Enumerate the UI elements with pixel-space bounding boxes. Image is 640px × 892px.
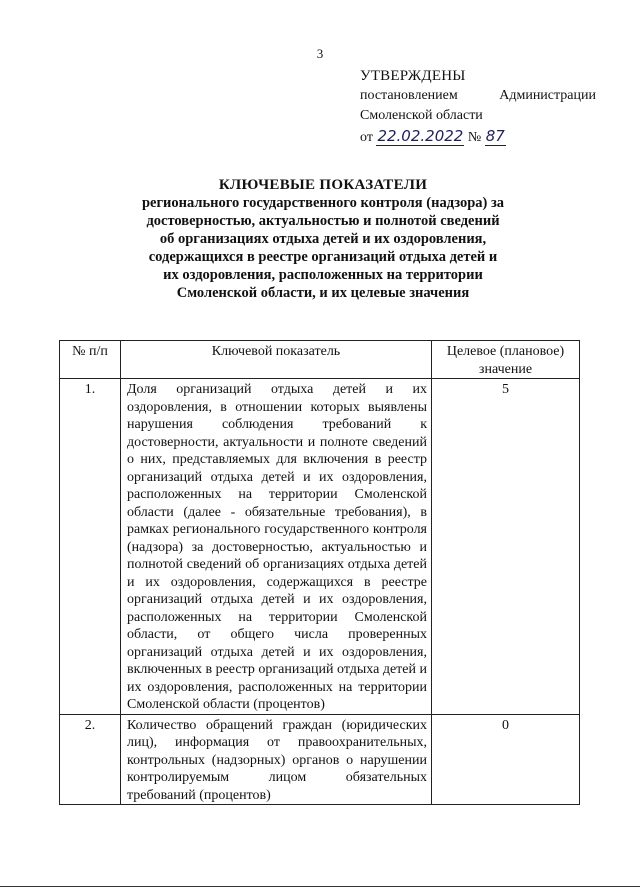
approval-region: Смоленской области [360, 108, 483, 123]
table-header-row [60, 341, 580, 379]
document-title [140, 176, 506, 302]
handwritten-date: 22.02.2022 [377, 127, 464, 145]
header-indicator: Ключевой показатель [121, 341, 432, 379]
row-number: 2. [60, 714, 121, 805]
approval-date-prefix: от [360, 130, 373, 145]
approval-number-prefix: № [467, 130, 482, 145]
title-main: КЛЮЧЕВЫЕ ПОКАЗАТЕЛИ [218, 177, 428, 193]
table-row [60, 714, 580, 805]
approval-title: УТВЕРЖДЕНЫ [360, 68, 466, 84]
table-row [60, 379, 580, 715]
title-subtitle: регионального государственного контроля (надзора) за достоверностью, актуальностью и полнотой сведений об организациях отдыха детей и их оздоровления, содержащихся в реестре организаций отдыха детей и их оздоровления, расположенных на территории Смоленской области, и их целевые значения [141, 195, 505, 301]
approval-administration-word: Администрации [499, 88, 596, 103]
approval-line-1 [360, 86, 596, 106]
bottom-rule [0, 886, 640, 887]
handwritten-number: 87 [485, 127, 505, 145]
approval-block [360, 66, 596, 148]
row-target-value: 5 [432, 379, 580, 715]
row-number: 1. [60, 379, 121, 715]
key-indicators-table [59, 340, 580, 805]
header-target-value: Целевое (плановое) значение [432, 341, 580, 379]
approval-date-number-line [360, 126, 596, 148]
row-indicator: Количество обращений граждан (юридических лиц), информация от правоохранительных, контрольных (надзорных) органов о нарушении контролируемым лицом обязательных требований (процентов) [121, 714, 432, 805]
header-number: № п/п [60, 341, 121, 379]
row-indicator: Доля организаций отдыха детей и их оздоровления, в отношении которых выявлены нарушения соблюдения требований к достоверности, актуальности и полноте сведений о них, представляемых для включения в реестр организаций отдыха детей и их оздоровления, расположенных на территории Смоленской области (далее - обязательные требования), в рамках регионального государственного контроля (надзора) за достоверностью, актуальностью и полнотой сведений об организациях отдыха детей и их оздоровления, содержащихся в реестре организаций отдыха детей и их оздоровления, расположенных на территории Смоленской области, от общего числа проверенных организаций отдыха детей и их оздоровления, включенных в реестр организаций отдыха детей и их оздоровления, расположенных на территории Смоленской области (процентов) [121, 379, 432, 715]
page-number: 3 [316, 46, 324, 61]
row-target-value: 0 [432, 714, 580, 805]
approval-resolution-word: постановлением [360, 88, 458, 103]
